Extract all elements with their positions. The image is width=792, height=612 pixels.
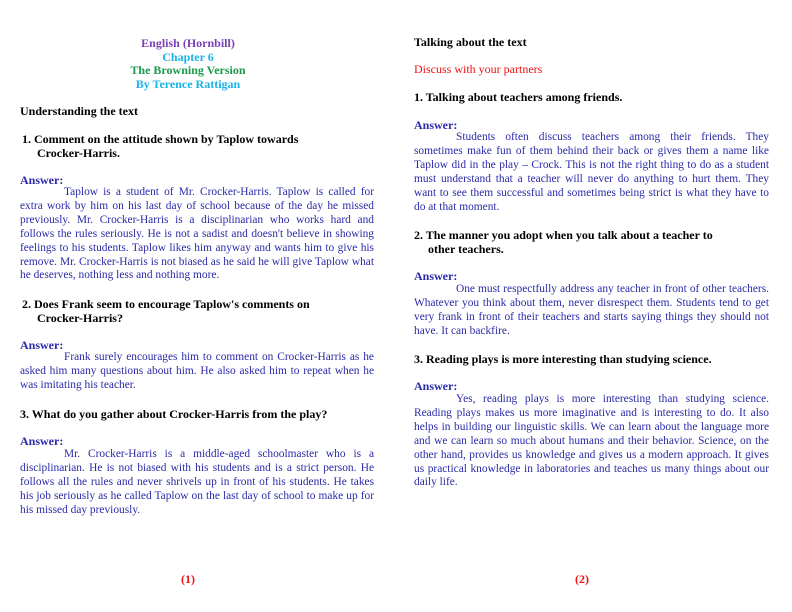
question-2 [22, 297, 382, 325]
question-1-line2: Crocker-Harris. [37, 146, 120, 160]
chapter-title: The Browning Version [130, 63, 246, 77]
answer-r3-label: Answer: [414, 379, 458, 393]
answer-1-text: Taplow is a student of Mr. Crocker-Harris. Taplow is called for extra work by him on his last day of school because of the day he missed previously. Mr. Crocker-Harris is a disciplinarian who works hard and follows the rules seriously. He is not a sadist and doesn't believe in showing feelings to his students. Taplow likes him anyway and wants him to give his remove. Mr. Crocker-Harris is not biased as he said he will give Taplow what he deserves, nothing less and nothing more. [20, 186, 374, 282]
sub-heading: Discuss with your partners [414, 62, 543, 76]
question-2-line2: Crocker-Harris? [37, 311, 123, 325]
answer-r3-text: Yes, reading plays is more interesting than studying science. Reading plays makes us more imaginative and is interesting to do. It also helps in building our linguistic skills. We can learn about the language more and we can learn so much about humans and their behavior. Science, on the other hand, provides us knowledge and gives us a modern approach. It gives us practical knowledge in laboratories and teaches us many things about our daily life. [414, 393, 769, 489]
question-r2-line2: other teachers. [428, 242, 504, 256]
answer-r2-label: Answer: [414, 269, 458, 283]
question-r2-line1: 2. The manner you adopt when you talk about a teacher to [414, 228, 713, 242]
question-r2 [414, 228, 774, 256]
answer-3-text: Mr. Crocker-Harris is a middle-aged schoolmaster who is a disciplinarian. He is not biased with his students and is a strict person. He follows all the rules and never shrivels up in front of his students. He takes his job seriously as he called Taplow on the last day of school to make up for his missed day previously. [20, 448, 374, 516]
answer-r2-text: One must respectfully address any teacher in front of other teachers. Whatever you think about them, never disrespect them. Students tend to get very frank in front of their teachers and starts saying things they should not have. It can backfire. [414, 283, 769, 337]
answer-3-label: Answer: [20, 434, 64, 448]
subject-heading: English (Hornbill) [141, 36, 235, 50]
author-line: By Terence Rattigan [135, 77, 241, 91]
page-number-2: (2) [575, 572, 589, 586]
question-r3: 3. Reading plays is more interesting than studying science. [414, 352, 712, 366]
question-2-line1: 2. Does Frank seem to encourage Taplow's comments on [22, 297, 310, 311]
page-number-1: (1) [181, 572, 195, 586]
section-heading: Understanding the text [20, 104, 139, 118]
answer-r1-text: Students often discuss teachers among their friends. They sometimes make fun of them behind their back or gives them a name like Taplow did in the play – Crock. This is not the right thing to do as a student must understand that a teacher will never do anything to hurt them. They want to see them successful and sometimes being strict is what they have to do at that moment. [414, 131, 769, 213]
section-heading-right: Talking about the text [414, 35, 527, 49]
question-1-line1: 1. Comment on the attitude shown by Taplow towards [22, 132, 299, 146]
answer-r1-label: Answer: [414, 118, 458, 132]
answer-1-label: Answer: [20, 173, 64, 187]
answer-2-label: Answer: [20, 338, 64, 352]
question-3: 3. What do you gather about Crocker-Harris from the play? [20, 407, 328, 421]
page-2 [396, 0, 792, 612]
question-r1: 1. Talking about teachers among friends. [414, 90, 623, 104]
answer-2-text: Frank surely encourages him to comment on Crocker-Harris as he asked him many questions about him. He also asked him to repeat when he was imitating his teacher. [20, 351, 374, 391]
question-1 [22, 132, 382, 160]
chapter-heading: Chapter 6 [162, 50, 214, 64]
